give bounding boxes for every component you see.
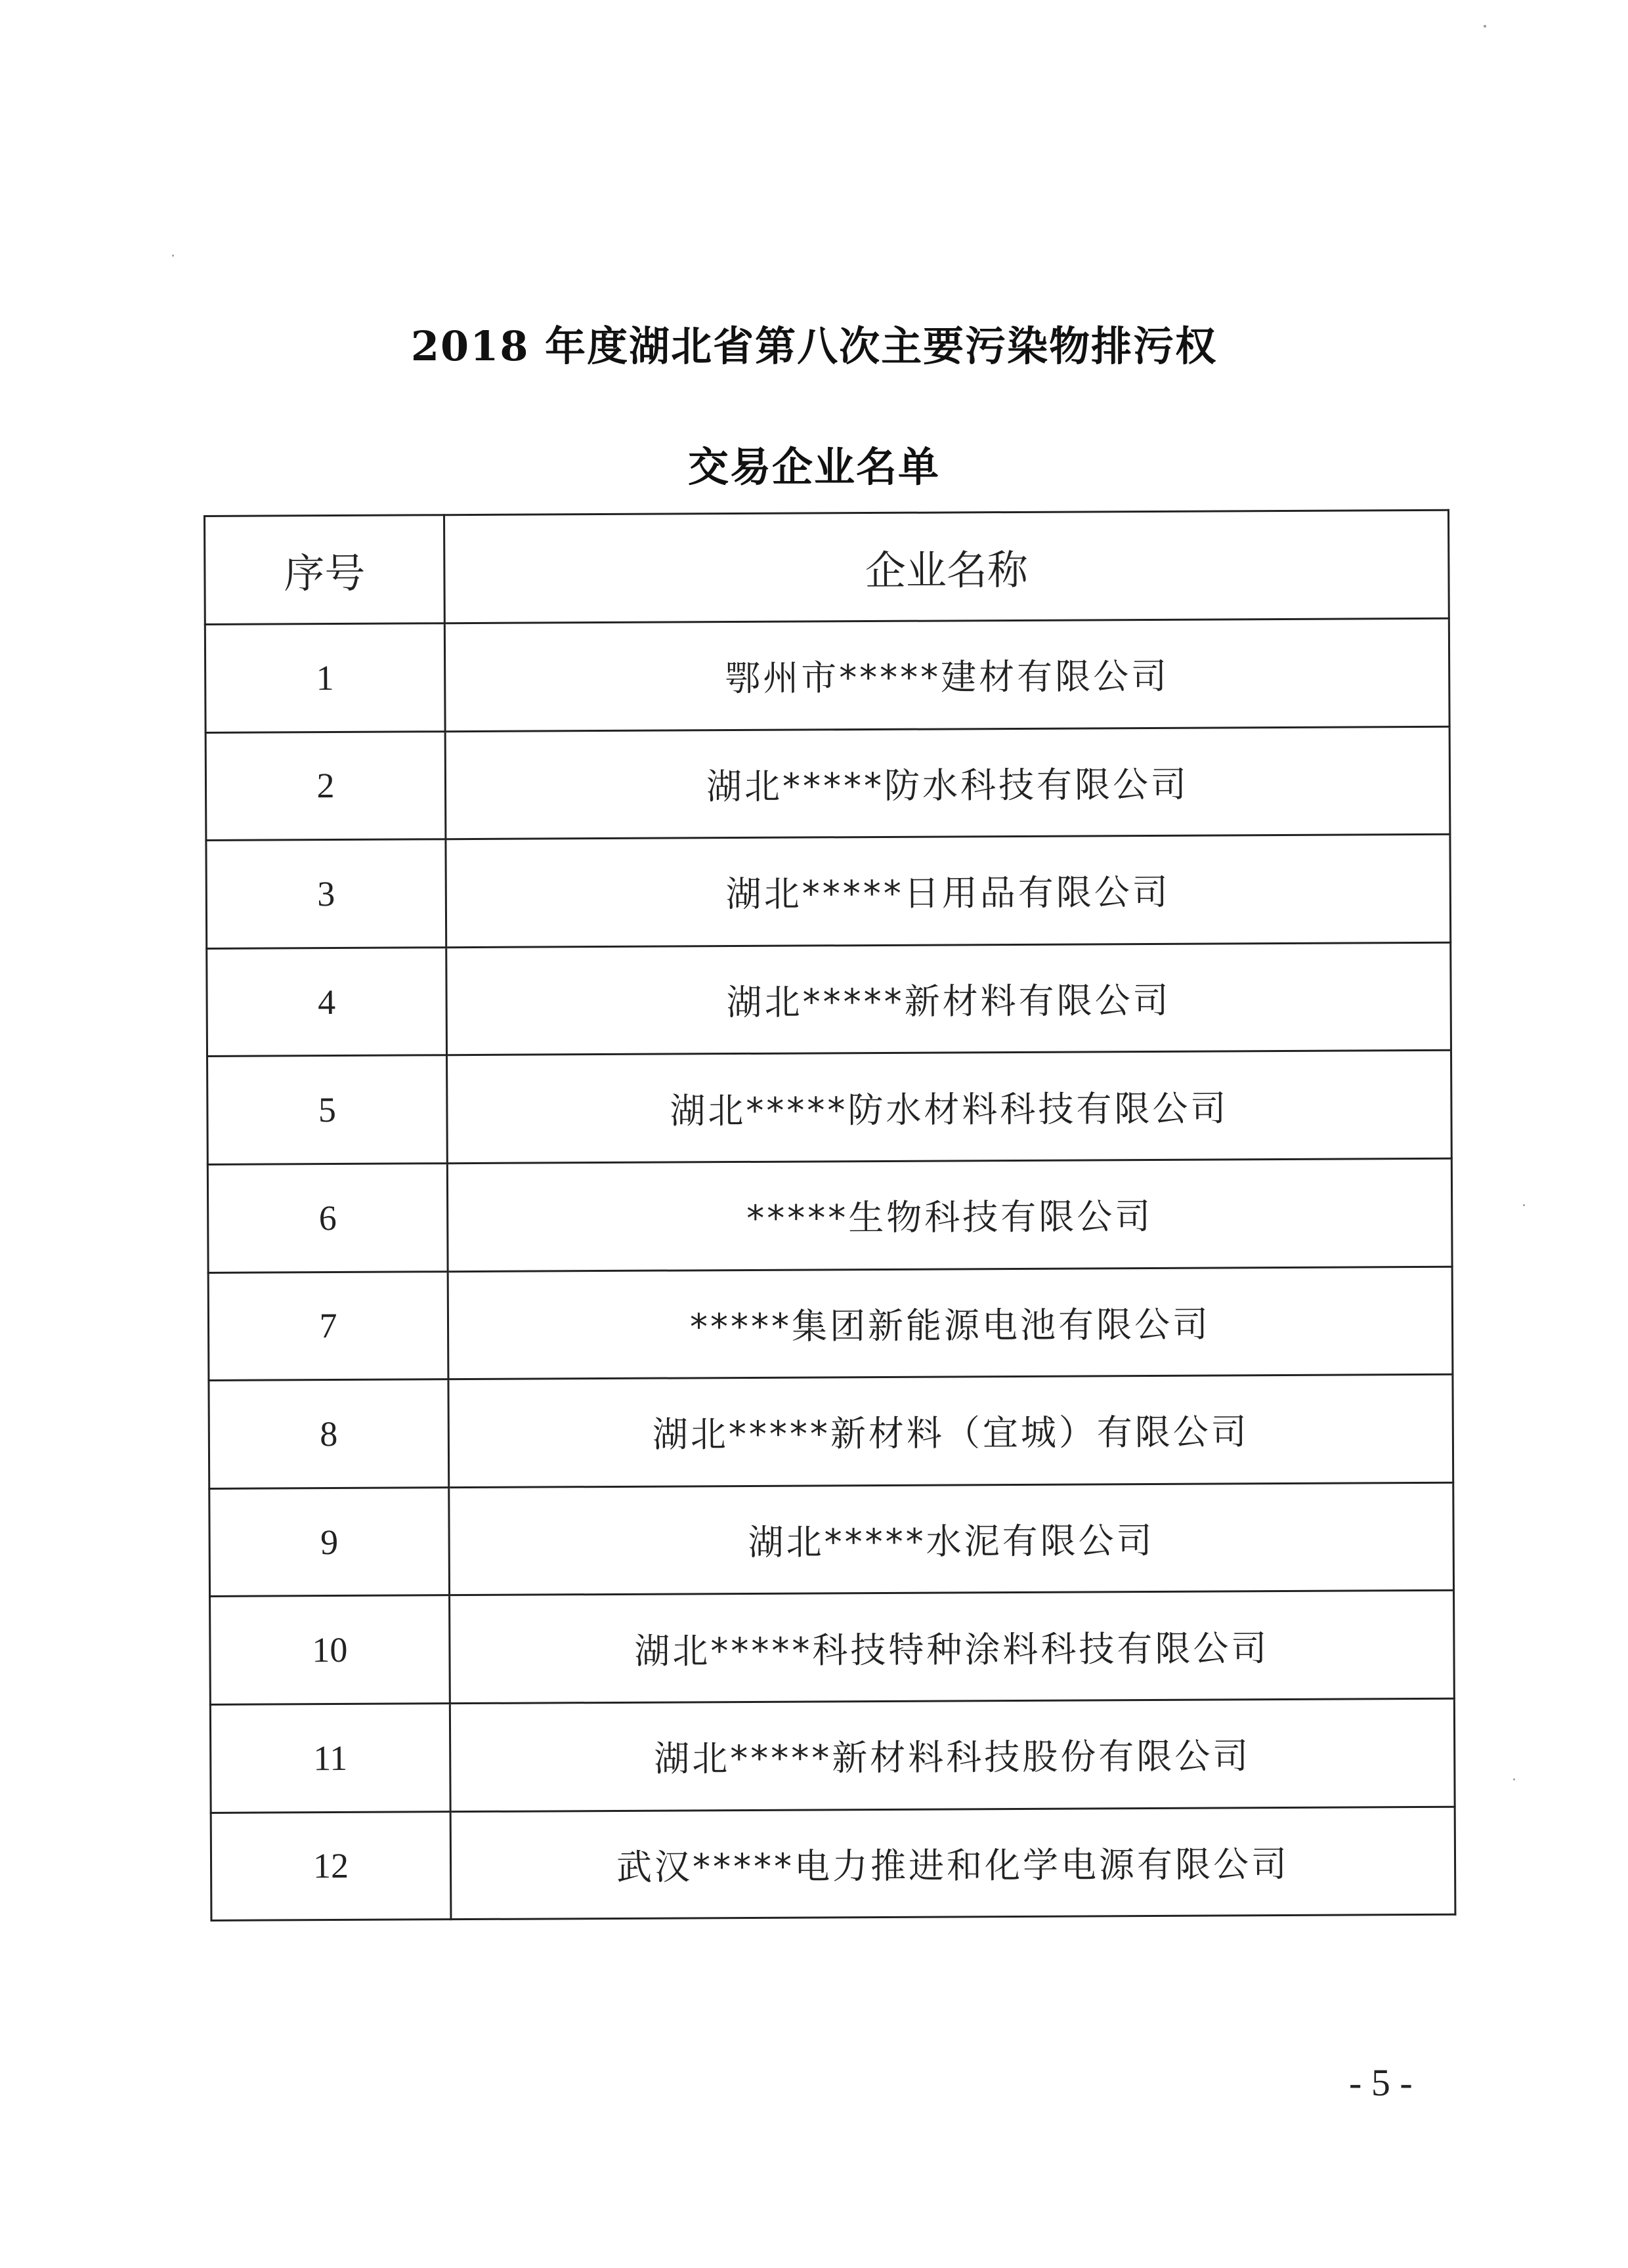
document-title-line-2: 交易企业名单 [687, 443, 940, 491]
table-row [209, 1374, 1453, 1488]
page-number: - 5 - [1349, 2061, 1413, 2104]
row-company-name: 湖北*****日用品有限公司 [446, 834, 1451, 947]
row-serial-number: 12 [211, 1811, 451, 1920]
row-company-name: 湖北*****新材料科技股份有限公司 [450, 1698, 1455, 1811]
row-company-name: *****生物科技有限公司 [447, 1158, 1452, 1271]
table-row [205, 726, 1450, 841]
header-serial-number: 序号 [205, 515, 445, 625]
row-company-name: *****集团新能源电池有限公司 [448, 1267, 1453, 1379]
row-serial-number: 2 [205, 731, 446, 840]
row-serial-number: 10 [210, 1595, 450, 1704]
table-row [207, 1158, 1452, 1272]
table-row [211, 1807, 1455, 1921]
table-row [209, 1482, 1454, 1597]
row-serial-number: 1 [205, 623, 445, 732]
row-serial-number: 8 [209, 1379, 449, 1488]
table-header-row [205, 510, 1449, 624]
row-company-name: 武汉*****电力推进和化学电源有限公司 [450, 1807, 1455, 1920]
scan-speck [1484, 25, 1486, 28]
row-company-name: 湖北*****水泥有限公司 [449, 1482, 1454, 1595]
row-company-name: 湖北*****防水科技有限公司 [445, 726, 1450, 839]
table-row [205, 618, 1449, 732]
scan-speck [1513, 1778, 1515, 1780]
table-row [206, 834, 1451, 948]
company-table [204, 509, 1456, 1922]
row-serial-number: 11 [210, 1704, 450, 1813]
table-row [210, 1698, 1455, 1813]
table-row [207, 942, 1451, 1057]
table-row [210, 1591, 1455, 1705]
table-body [205, 618, 1455, 1920]
header-company-name: 企业名称 [444, 510, 1449, 623]
table-row [208, 1267, 1453, 1381]
row-serial-number: 5 [207, 1055, 448, 1164]
row-serial-number: 6 [207, 1164, 448, 1272]
table-row [207, 1051, 1452, 1165]
row-serial-number: 9 [209, 1487, 450, 1596]
company-table-container [204, 509, 1454, 1920]
scan-speck [172, 255, 174, 257]
row-company-name: 湖北*****防水材料科技有限公司 [447, 1051, 1452, 1164]
row-company-name: 湖北*****科技特种涂料科技有限公司 [450, 1591, 1455, 1704]
row-company-name: 湖北*****新材料有限公司 [446, 942, 1451, 1055]
row-serial-number: 3 [206, 839, 446, 948]
row-company-name: 鄂州市*****建材有限公司 [444, 618, 1449, 731]
scan-speck [1523, 1204, 1525, 1206]
row-company-name: 湖北*****新材料（宜城）有限公司 [448, 1374, 1453, 1487]
row-serial-number: 7 [208, 1271, 448, 1380]
row-serial-number: 4 [207, 947, 447, 1056]
document-title-line-1: 2018 年度湖北省第八次主要污染物排污权 [410, 322, 1218, 370]
